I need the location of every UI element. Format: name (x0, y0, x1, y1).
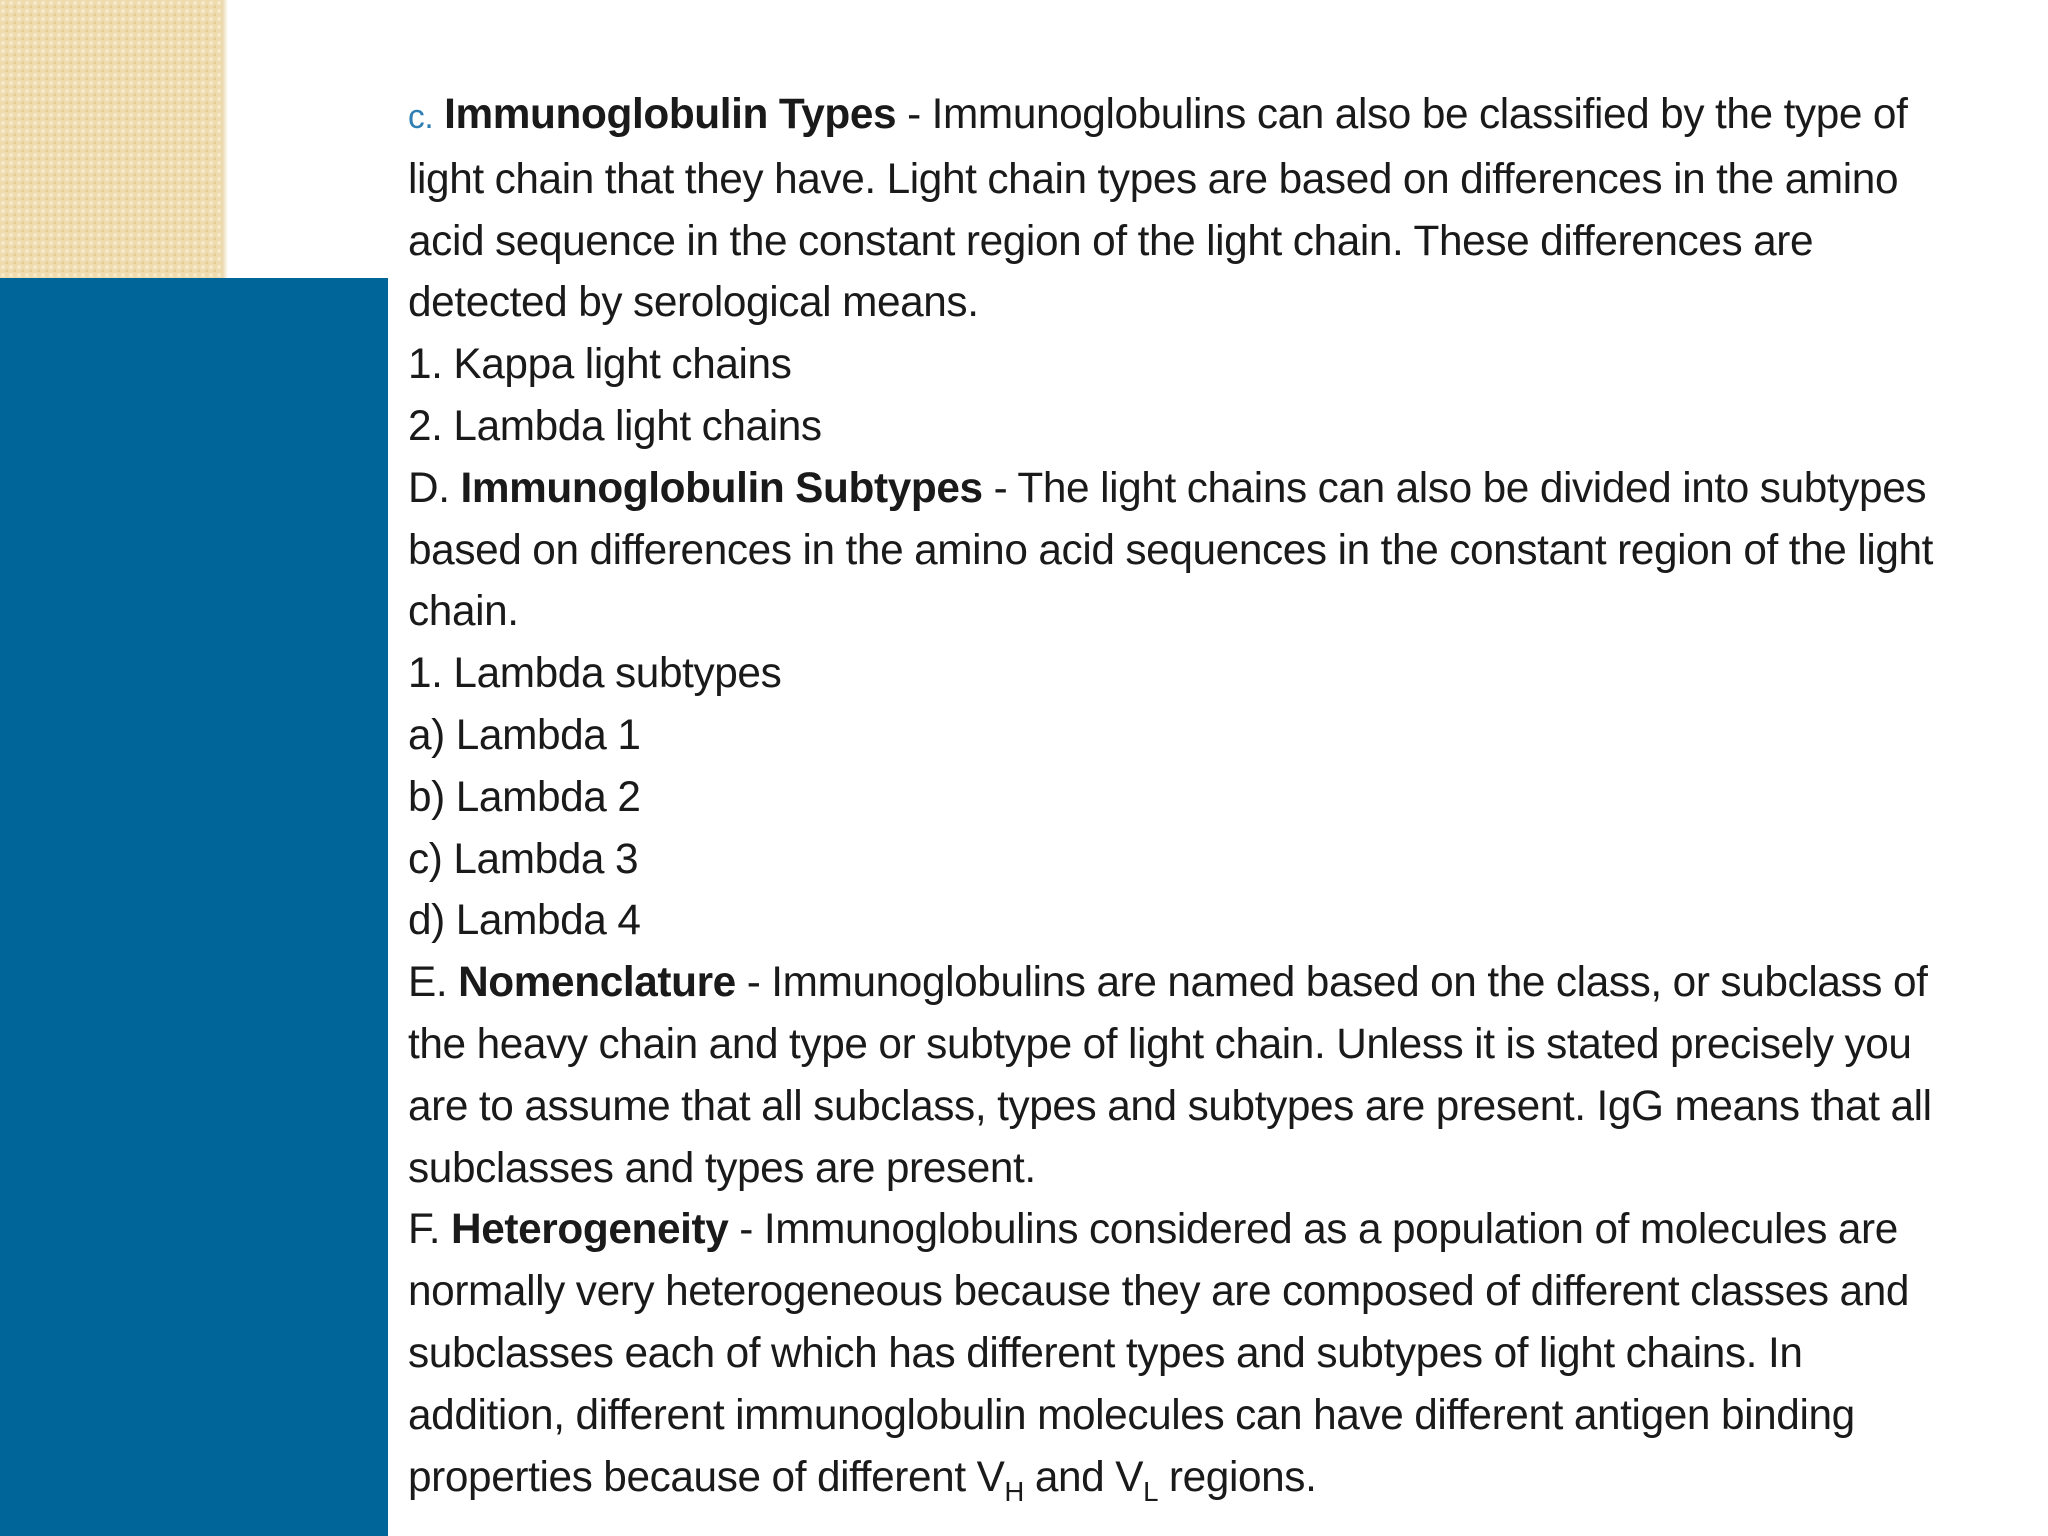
section-e-title: Nomenclature (458, 958, 736, 1007)
section-c-dash: - (896, 90, 932, 138)
section-f-title: Heterogeneity (451, 1205, 729, 1254)
section-f-and-text: and V (1023, 1452, 1144, 1501)
section-d-marker: D. (408, 463, 450, 512)
section-d-item-4: c) Lambda 3 (408, 834, 639, 883)
section-c-item-2: 2. Lambda light chains (408, 401, 822, 450)
decorative-pattern-block (0, 0, 228, 278)
section-d-paragraph (408, 458, 1954, 643)
section-f-end-text: regions. (1158, 1452, 1317, 1501)
section-f-dash: - (728, 1205, 764, 1254)
section-c-title: Immunoglobulin Types (444, 90, 897, 138)
subscript-h: H (1004, 1475, 1024, 1507)
section-d-item-2: a) Lambda 1 (408, 710, 641, 759)
decorative-blue-bar (0, 278, 388, 1536)
section-d-item-1: 1. Lambda subtypes (408, 649, 782, 698)
section-c-marker: c. (408, 98, 434, 136)
section-c-text: Immunoglobulins can also be classified by the type of light chain that they have. Light chain types are based on differences in the amino acid sequence in the constant region of the light chain. These differences are detected by serological means. (408, 90, 1908, 327)
subscript-l: L (1143, 1475, 1159, 1507)
decorative-pattern-edge (222, 0, 228, 278)
section-d-title: Immunoglobulin Subtypes (460, 463, 983, 512)
section-f-marker: F. (408, 1205, 441, 1254)
section-d-dash: - (982, 463, 1018, 512)
section-d-item-5: d) Lambda 4 (408, 896, 641, 945)
section-c-paragraph (408, 84, 1954, 334)
section-f-text: Immunoglobulins considered as a population of molecules are normally very heterogeneous because they are composed of different classes and subclasses each of which has different types and subtypes of light chains. In addition, different immunoglobulin molecules can have different antigen binding properties because of different V (408, 1205, 1910, 1501)
slide-content (408, 84, 1954, 1508)
section-c-item-1: 1. Kappa light chains (408, 340, 792, 389)
section-f-paragraph (408, 1199, 1954, 1508)
section-e-marker: E. (408, 958, 448, 1007)
section-e-paragraph (408, 952, 1954, 1199)
section-d-item-3: b) Lambda 2 (408, 772, 641, 821)
section-e-text: Immunoglobulins are named based on the class, or subclass of the heavy chain and type or subtype of light chain. Unless it is stated precisely you are to assume that all subclass, types and subtypes are present. IgG means that all subclasses and types are present. (408, 958, 1932, 1192)
section-e-dash: - (735, 958, 772, 1007)
section-d-text: The light chains can also be divided into subtypes based on differences in the amino acid sequences in the constant region of the light chain. (408, 463, 1934, 636)
